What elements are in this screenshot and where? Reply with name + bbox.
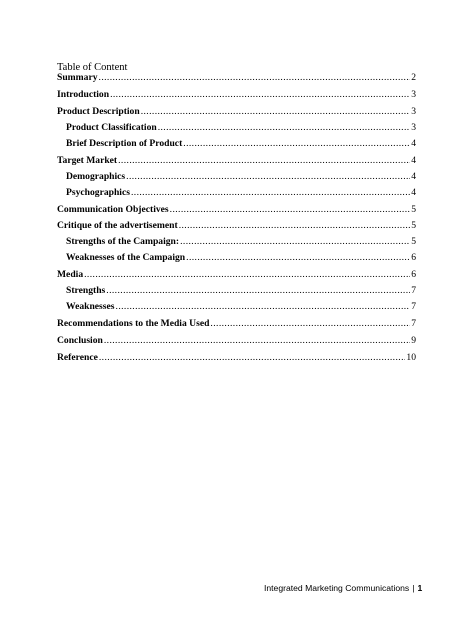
toc-entry[interactable] xyxy=(57,252,416,264)
toc-entry[interactable] xyxy=(57,155,416,167)
toc-dot-leader xyxy=(186,252,410,264)
toc-entry[interactable] xyxy=(57,122,416,134)
toc-dot-leader xyxy=(118,155,410,167)
toc-entry-title: Target Market xyxy=(57,155,118,166)
footer-title: Integrated Marketing Communications xyxy=(264,583,410,593)
toc-entry-page: 7 xyxy=(411,285,416,296)
toc-entry-title: Weaknesses of the Campaign xyxy=(66,252,186,263)
toc-entry[interactable] xyxy=(57,72,416,84)
toc-entry-title: Psychographics xyxy=(66,187,130,198)
toc-entry[interactable] xyxy=(57,236,416,248)
toc-entry[interactable] xyxy=(57,187,416,199)
toc-entry[interactable] xyxy=(57,89,416,101)
toc-dot-leader xyxy=(126,171,410,183)
toc-dot-leader xyxy=(99,352,406,364)
toc-dot-leader xyxy=(84,269,410,281)
toc-entry-page: 7 xyxy=(411,301,416,312)
toc-entry-page: 4 xyxy=(411,155,416,166)
toc-entry-page: 4 xyxy=(411,171,416,182)
toc-entry-title: Introduction xyxy=(57,89,110,100)
toc-entry[interactable] xyxy=(57,171,416,183)
toc-entry-page: 5 xyxy=(411,204,416,215)
toc-dot-leader xyxy=(116,301,411,313)
toc-entry-page: 2 xyxy=(411,72,416,83)
toc-entry-page: 4 xyxy=(411,138,416,149)
toc-dot-leader xyxy=(170,204,411,216)
toc-dot-leader xyxy=(158,122,411,134)
toc-entry[interactable] xyxy=(57,285,416,297)
toc-entry-page: 5 xyxy=(411,236,416,247)
toc-entry-title: Strengths of the Campaign: xyxy=(66,236,180,247)
footer-separator: | xyxy=(412,583,415,593)
toc-entry[interactable] xyxy=(57,318,416,330)
toc-entry-page: 5 xyxy=(411,220,416,231)
toc-entry[interactable] xyxy=(57,204,416,216)
toc-entry[interactable] xyxy=(57,106,416,118)
toc-entry[interactable] xyxy=(57,352,416,364)
toc-entry-title: Media xyxy=(57,269,84,280)
toc-entry-page: 6 xyxy=(411,269,416,280)
toc-entry-page: 3 xyxy=(411,106,416,117)
table-of-contents xyxy=(57,72,416,364)
toc-entry-title: Conclusion xyxy=(57,335,103,346)
toc-entry-page: 7 xyxy=(411,318,416,329)
toc-entry-page: 3 xyxy=(411,89,416,100)
toc-entry[interactable] xyxy=(57,269,416,281)
toc-dot-leader xyxy=(179,220,411,232)
toc-entry-title: Recommendations to the Media Used xyxy=(57,318,210,329)
toc-entry-title: Summary xyxy=(57,72,98,83)
toc-entry-title: Weaknesses xyxy=(66,301,115,312)
toc-dot-leader xyxy=(210,318,410,330)
toc-heading: Table of Content xyxy=(57,62,128,73)
toc-entry[interactable] xyxy=(57,220,416,232)
toc-dot-leader xyxy=(141,106,411,118)
toc-dot-leader xyxy=(183,138,410,150)
toc-entry-title: Strengths xyxy=(66,285,106,296)
toc-dot-leader xyxy=(106,285,410,297)
toc-dot-leader xyxy=(180,236,410,248)
toc-entry-page: 9 xyxy=(411,335,416,346)
toc-entry-page: 3 xyxy=(411,122,416,133)
page-footer xyxy=(264,583,422,594)
toc-entry-title: Brief Description of Product xyxy=(66,138,183,149)
toc-entry-title: Reference xyxy=(57,352,98,363)
footer-page-number: 1 xyxy=(417,583,423,593)
toc-entry-title: Product Classification xyxy=(66,122,157,133)
toc-dot-leader xyxy=(110,89,410,101)
toc-entry[interactable] xyxy=(57,138,416,150)
toc-entry[interactable] xyxy=(57,335,416,347)
toc-dot-leader xyxy=(104,335,410,347)
toc-entry-title: Communication Objectives xyxy=(57,204,169,215)
toc-entry-page: 4 xyxy=(411,187,416,198)
toc-dot-leader xyxy=(131,187,410,199)
toc-entry[interactable] xyxy=(57,301,416,313)
toc-entry-title: Product Description xyxy=(57,106,140,117)
toc-entry-page: 10 xyxy=(406,352,416,363)
toc-entry-page: 6 xyxy=(411,252,416,263)
toc-entry-title: Critique of the advertisement xyxy=(57,220,178,231)
toc-dot-leader xyxy=(99,72,411,84)
toc-entry-title: Demographics xyxy=(66,171,126,182)
